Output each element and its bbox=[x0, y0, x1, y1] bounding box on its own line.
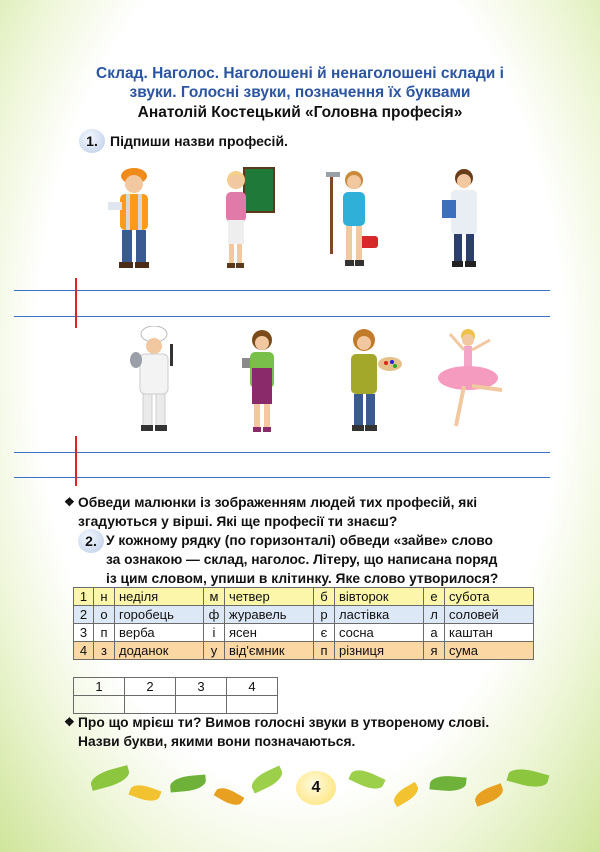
word-cell[interactable]: сума bbox=[445, 642, 534, 660]
answer-cell[interactable] bbox=[176, 696, 227, 714]
doctor-figure bbox=[438, 166, 488, 270]
letter-cell: і bbox=[204, 624, 225, 642]
word-cell[interactable]: вівторок bbox=[335, 588, 424, 606]
cleaner-figure bbox=[326, 166, 382, 270]
margin-line bbox=[75, 436, 77, 486]
author-line: Анатолій Костецький «Головна професія» bbox=[137, 104, 463, 121]
leaf-icon bbox=[248, 766, 285, 794]
hairdresser-figure bbox=[238, 328, 284, 436]
professions-row-2 bbox=[114, 322, 526, 440]
instruction-line: згадуються у вірші. Які ще професії ти знаєш? bbox=[78, 514, 398, 529]
task-2-line: У кожному рядку (по горизонталі) обведи «зайве» слово bbox=[106, 533, 493, 548]
answer-cell[interactable] bbox=[227, 696, 278, 714]
word-cell[interactable]: ластівка bbox=[335, 606, 424, 624]
writing-line bbox=[14, 477, 550, 478]
writing-line bbox=[14, 290, 550, 291]
answer-cell[interactable] bbox=[74, 696, 125, 714]
letter-cell: у bbox=[204, 642, 225, 660]
answer-table bbox=[73, 677, 278, 714]
table-row bbox=[74, 624, 534, 642]
letter-cell: я bbox=[424, 642, 445, 660]
letter-cell: п bbox=[314, 642, 335, 660]
table-row bbox=[74, 642, 534, 660]
answer-header: 3 bbox=[176, 678, 227, 696]
leaf-icon bbox=[391, 782, 422, 807]
word-cell[interactable]: ясен bbox=[225, 624, 314, 642]
leaf-icon bbox=[507, 765, 550, 791]
table-row bbox=[74, 606, 534, 624]
answer-cell[interactable] bbox=[125, 696, 176, 714]
artist-figure bbox=[342, 326, 404, 436]
letter-cell: б bbox=[314, 588, 335, 606]
builder-figure bbox=[108, 164, 160, 270]
answer-header: 4 bbox=[227, 678, 278, 696]
letter-cell: р bbox=[314, 606, 335, 624]
task-1-text: Підпиши назви професій. bbox=[110, 133, 288, 149]
leaf-icon bbox=[214, 784, 245, 809]
task-2-number: 2. bbox=[78, 529, 104, 553]
word-cell[interactable]: неділя bbox=[115, 588, 204, 606]
writing-line bbox=[14, 452, 550, 453]
word-cell[interactable]: журавель bbox=[225, 606, 314, 624]
row-number: 3 bbox=[74, 624, 94, 642]
ballerina-figure bbox=[430, 326, 514, 436]
letter-cell: з bbox=[94, 642, 115, 660]
row-number: 1 bbox=[74, 588, 94, 606]
row-number: 2 bbox=[74, 606, 94, 624]
instruction-line: Про що мрієш ти? Вимов голосні звуки в утвореному слові. bbox=[78, 715, 490, 730]
instruction-circle-pictures bbox=[64, 493, 568, 531]
word-cell[interactable]: різниця bbox=[335, 642, 424, 660]
page-number: 4 bbox=[296, 771, 336, 805]
leaf-icon bbox=[429, 774, 466, 792]
letter-cell: н bbox=[94, 588, 115, 606]
title-line-2: звуки. Голосні звуки, позначення їх буквами bbox=[129, 84, 471, 101]
word-cell[interactable]: сосна bbox=[335, 624, 424, 642]
task-2-text bbox=[106, 531, 576, 588]
word-cell[interactable]: горобець bbox=[115, 606, 204, 624]
odd-word-table bbox=[73, 587, 534, 660]
letter-cell: а bbox=[424, 624, 445, 642]
margin-line bbox=[75, 278, 77, 328]
leaf-icon bbox=[473, 783, 506, 806]
letter-cell: м bbox=[204, 588, 225, 606]
word-cell[interactable]: четвер bbox=[225, 588, 314, 606]
word-cell[interactable]: доданок bbox=[115, 642, 204, 660]
leaf-icon bbox=[169, 774, 206, 792]
leaf-icon bbox=[89, 765, 132, 791]
table-row bbox=[74, 588, 534, 606]
letter-cell: є bbox=[314, 624, 335, 642]
diamond-bullet-icon: ❖ bbox=[64, 715, 75, 729]
instruction-line: Назви букви, якими вони позначаються. bbox=[78, 734, 356, 749]
letter-cell: е bbox=[424, 588, 445, 606]
letter-cell: о bbox=[94, 606, 115, 624]
answer-header: 1 bbox=[74, 678, 125, 696]
letter-cell: ф bbox=[204, 606, 225, 624]
title-line-1: Склад. Наголос. Наголошені й ненаголошені склади і bbox=[96, 65, 504, 82]
answer-header-row bbox=[74, 678, 278, 696]
letter-cell: л bbox=[424, 606, 445, 624]
answer-input-row bbox=[74, 696, 278, 714]
word-cell[interactable]: субота bbox=[445, 588, 534, 606]
writing-line bbox=[14, 316, 550, 317]
diamond-bullet-icon: ❖ bbox=[64, 495, 75, 509]
professions-row-1 bbox=[88, 160, 528, 272]
task-2-line: за ознакою — склад, наголос. Літеру, що написана поряд bbox=[106, 552, 498, 567]
word-cell[interactable]: каштан bbox=[445, 624, 534, 642]
word-cell[interactable]: верба bbox=[115, 624, 204, 642]
row-number: 4 bbox=[74, 642, 94, 660]
leaf-icon bbox=[348, 766, 385, 794]
leaf-icon bbox=[129, 781, 162, 804]
word-cell[interactable]: соловей bbox=[445, 606, 534, 624]
task-1-number: 1. bbox=[79, 129, 105, 153]
letter-cell: п bbox=[94, 624, 115, 642]
instruction-vowels bbox=[64, 713, 568, 751]
instruction-line: Обведи малюнки із зображенням людей тих професій, які bbox=[78, 495, 478, 510]
answer-header: 2 bbox=[125, 678, 176, 696]
teacher-figure bbox=[218, 166, 278, 270]
word-cell[interactable]: від'ємник bbox=[225, 642, 314, 660]
cook-figure bbox=[128, 326, 184, 434]
task-2-line: із цим словом, упиши в клітинку. Яке слово утворилося? bbox=[106, 571, 499, 586]
